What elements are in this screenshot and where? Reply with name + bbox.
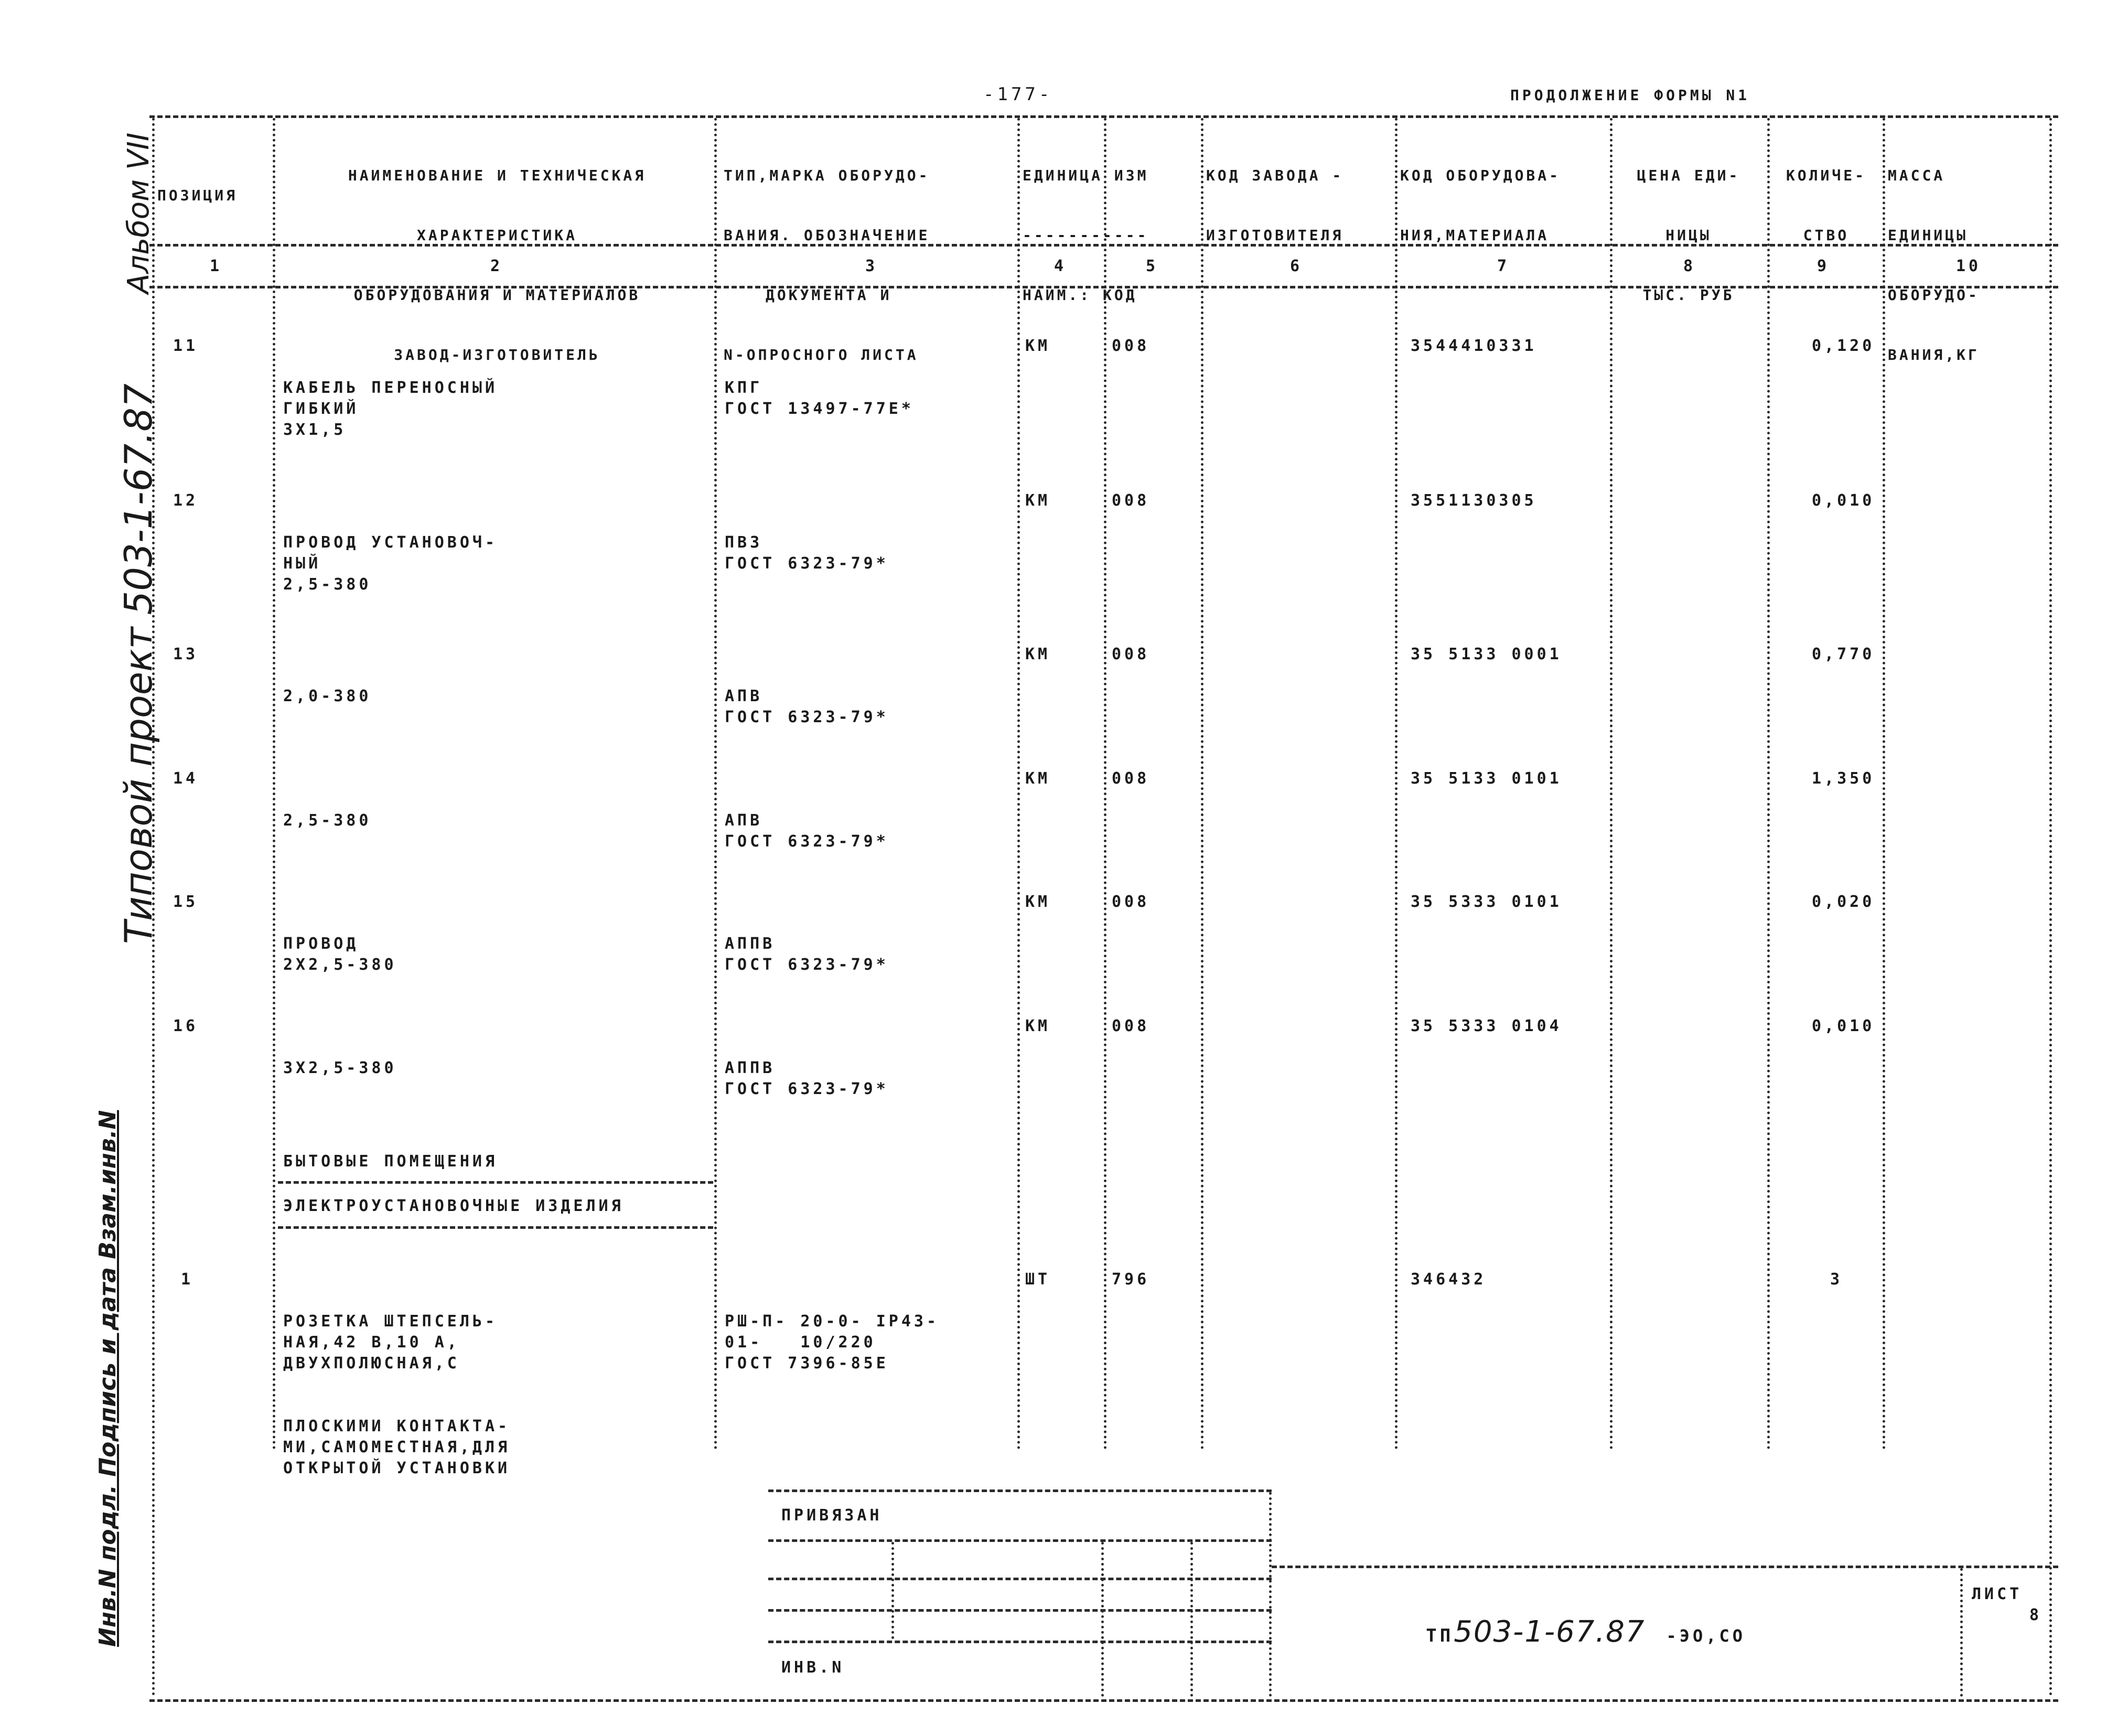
header-quantity: КОЛИЧЕ- СТВО <box>1786 167 1866 244</box>
row-unit-code: 008 <box>1112 769 1150 788</box>
colnum-10: 10 <box>1956 257 1982 275</box>
stamp-row-3 <box>768 1609 1272 1612</box>
row-equipment-code: 346432 <box>1411 1270 1487 1289</box>
row-position: 16 <box>173 1017 199 1035</box>
stamp-col-c <box>1190 1542 1193 1697</box>
row-quantity: 0,770 <box>1812 645 1875 663</box>
row-type: АПВ ГОСТ 6323-79* <box>725 687 889 726</box>
colnum-1: 1 <box>210 257 223 275</box>
row-unit: ШТ <box>1025 1270 1051 1289</box>
row-position: 11 <box>173 337 199 355</box>
col-sep-7 <box>1610 118 1612 1450</box>
inv-label: ИНВ.N <box>781 1658 845 1677</box>
row-equipment-code: 3544410331 <box>1411 337 1537 355</box>
colnum-8: 8 <box>1683 257 1696 275</box>
header-factory-code: КОД ЗАВОДА - ИЗГОТОВИТЕЛЯ <box>1206 167 1344 244</box>
row-unit: КМ <box>1025 491 1051 510</box>
col-sep-2 <box>714 118 717 1450</box>
stamp-row-2 <box>768 1578 1272 1580</box>
doc-suffix: -ЭО,СО <box>1666 1626 1746 1646</box>
row-type: АППВ ГОСТ 6323-79* <box>725 1059 889 1098</box>
row-unit: КМ <box>1025 893 1051 911</box>
section-title: БЫТОВЫЕ ПОМЕЩЕНИЯ <box>283 1152 498 1171</box>
row-unit: КМ <box>1025 645 1051 663</box>
row-type: КПГ ГОСТ 13497-77Е* <box>725 379 914 418</box>
col-sep-1 <box>273 118 275 1450</box>
row-name: КАБЕЛЬ ПЕРЕНОСНЫЙ ГИБКИЙ 3Х1,5 <box>283 379 498 439</box>
row-name: 3Х2,5-380 <box>283 1059 397 1077</box>
row-position: 14 <box>173 769 199 788</box>
doc-designation <box>1416 1605 1746 1649</box>
row-type: ПВЗ ГОСТ 6323-79* <box>725 533 889 573</box>
row-quantity: 0,010 <box>1812 491 1875 510</box>
header-position: ПОЗИЦИЯ <box>157 187 238 204</box>
col-sep-0 <box>152 118 155 1697</box>
row-quantity: 0,120 <box>1812 337 1875 355</box>
row-type: РШ-П- 20-0- IP43- 01- 10/220 ГОСТ 7396-85Е <box>725 1312 940 1373</box>
stamp-col-a <box>891 1542 894 1639</box>
section-divider-top <box>278 1181 713 1184</box>
row-equipment-code: 35 5333 0101 <box>1411 893 1562 911</box>
colnum-7: 7 <box>1497 257 1510 275</box>
privyazan-label: ПРИВЯЗАН <box>781 1506 883 1525</box>
doc-prefix: ТП <box>1426 1625 1454 1646</box>
project-label: Типовой проект 503-1-67.87 <box>116 383 160 944</box>
row-position: 1 <box>181 1270 194 1289</box>
page-number: -177- <box>983 84 1053 105</box>
header-price: ЦЕНА ЕДИ- НИЦЫ ТЫС. РУБ <box>1637 167 1740 304</box>
row-quantity: 1,350 <box>1812 769 1875 788</box>
col-sep-8 <box>1767 118 1770 1450</box>
row-equipment-code: 3551130305 <box>1411 491 1537 510</box>
row-quantity: 0,020 <box>1812 893 1875 911</box>
colnum-3: 3 <box>865 257 878 275</box>
row-unit-code: 008 <box>1112 893 1150 911</box>
row-equipment-code: 35 5133 0001 <box>1411 645 1562 663</box>
col-sep-3 <box>1017 118 1020 1450</box>
row-quantity: 0,010 <box>1812 1017 1875 1035</box>
row-unit: КМ <box>1025 769 1051 788</box>
row-unit-code: 008 <box>1112 491 1150 510</box>
row-unit-code: 796 <box>1112 1270 1150 1289</box>
row-position: 12 <box>173 491 199 510</box>
row-name: РОЗЕТКА ШТЕПСЕЛЬ- НАЯ,42 В,10 А, ДВУХПОЛЮСНАЯ,С ПЛОСКИМИ КОНТАКТА- МИ,САМОМЕСТНАЯ,ДЛЯ ОТКРЫТОЙ УСТАНОВКИ <box>283 1312 511 1477</box>
stamp-labels: Инв.N подл. Подпись и дата Взам.инв.N <box>94 1110 121 1647</box>
col-sep-6 <box>1395 118 1398 1450</box>
colnum-2: 2 <box>490 257 503 275</box>
continuation-title: ПРОДОЛЖЕНИЕ ФОРМЫ N1 <box>1510 87 1750 104</box>
doc-number: 503-1-67.87 <box>1454 1615 1646 1649</box>
stamp-col-b <box>1101 1542 1104 1697</box>
colnum-4: 4 <box>1054 257 1067 275</box>
col-sep-10 <box>2049 118 2052 1697</box>
album-label: Альбом VII <box>122 132 156 294</box>
colnum-9: 9 <box>1817 257 1830 275</box>
row-name: ПРОВОД 2Х2,5-380 <box>283 935 397 974</box>
row-type: АПВ ГОСТ 6323-79* <box>725 811 889 851</box>
row-unit-code: 008 <box>1112 337 1150 355</box>
section-subtitle: ЭЛЕКТРОУСТАНОВОЧНЫЕ ИЗДЕЛИЯ <box>283 1197 624 1215</box>
stamp-row-4 <box>768 1641 1272 1643</box>
row-equipment-code: 35 5333 0104 <box>1411 1017 1562 1035</box>
row-type: АППВ ГОСТ 6323-79* <box>725 935 889 974</box>
sheet-number: 8 <box>2029 1606 2042 1624</box>
stamp-top <box>768 1489 1272 1492</box>
row-position: 15 <box>173 893 199 911</box>
title-block-top <box>1272 1566 2058 1568</box>
col-sep-9 <box>1883 118 1885 1450</box>
header-name: НАИМЕНОВАНИЕ И ТЕХНИЧЕСКАЯ ХАРАКТЕРИСТИКА ОБОРУДОВАНИЯ И МАТЕРИАЛОВ ЗАВОД-ИЗГОТОВИТЕЛЬ <box>348 167 647 363</box>
stamp-row-1 <box>768 1539 1272 1542</box>
header-unit: ЕДИНИЦА ИЗМ ----------- НАИМ.: КОД <box>1023 167 1149 304</box>
row-unit: КМ <box>1025 337 1051 355</box>
colnum-5: 5 <box>1146 257 1159 275</box>
row-unit-code: 008 <box>1112 1017 1150 1035</box>
header-type: ТИП,МАРКА ОБОРУДО- ВАНИЯ. ОБОЗНАЧЕНИЕ ДОКУМЕНТА И N-ОПРОСНОГО ЛИСТА <box>724 167 930 363</box>
header-mass: МАССА ЕДИНИЦЫ ОБОРУДО- ВАНИЯ,КГ <box>1888 167 1980 363</box>
sheet-box-left <box>1960 1568 1963 1697</box>
stamp-right <box>1269 1492 1272 1697</box>
row-equipment-code: 35 5133 0101 <box>1411 769 1562 788</box>
row-name: ПРОВОД УСТАНОВОЧ- НЫЙ 2,5-380 <box>283 533 498 594</box>
row-unit-code: 008 <box>1112 645 1150 663</box>
sheet-label: ЛИСТ <box>1972 1585 2023 1603</box>
section-divider-bottom <box>278 1226 713 1229</box>
header-equipment-code: КОД ОБОРУДОВА- НИЯ,МАТЕРИАЛА <box>1400 167 1561 244</box>
row-name: 2,0-380 <box>283 687 372 705</box>
row-unit: КМ <box>1025 1017 1051 1035</box>
row-name: 2,5-380 <box>283 811 372 830</box>
col-sep-5 <box>1201 118 1203 1450</box>
bottom-border <box>149 1699 2058 1702</box>
row-position: 13 <box>173 645 199 663</box>
colnum-6: 6 <box>1290 257 1303 275</box>
row-quantity: 3 <box>1830 1270 1843 1289</box>
